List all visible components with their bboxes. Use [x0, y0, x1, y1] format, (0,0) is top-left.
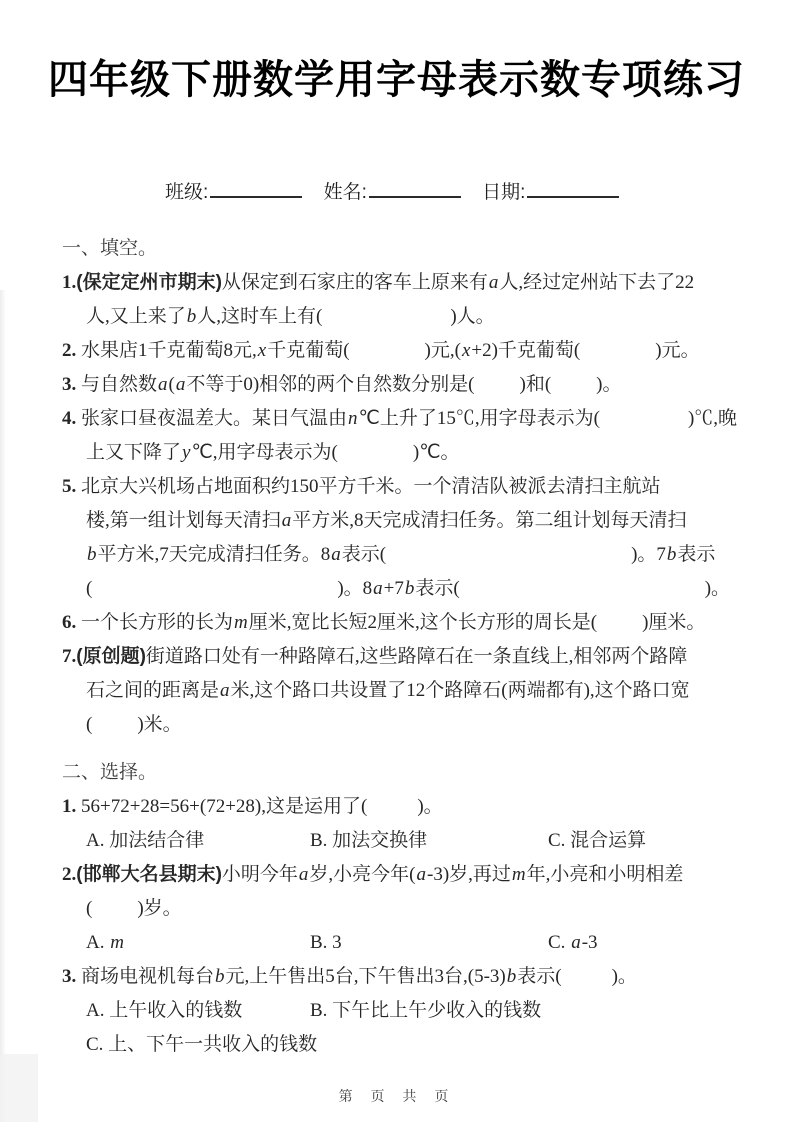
text-segment: 与自然数: [76, 374, 158, 395]
text-segment: a: [488, 272, 499, 293]
text-segment: 2.: [62, 864, 77, 885]
text-segment: 人,经过定州站下去了22: [499, 272, 695, 293]
text-segment: 2.: [62, 340, 77, 361]
text-segment: ℃上升了15℃,用字母表示为(: [358, 408, 600, 429]
answer-blank-gap: [475, 389, 520, 390]
class-blank-underline[interactable]: [210, 178, 302, 198]
text-segment: 石之间的距离是: [86, 680, 220, 701]
question-line: [62, 708, 737, 742]
text-segment: )。: [417, 796, 443, 817]
question-line: [62, 960, 737, 994]
text-segment: (: [86, 578, 93, 599]
option-c[interactable]: [548, 824, 646, 858]
answer-blank-gap: [338, 457, 413, 458]
text-segment: 5.: [62, 476, 77, 497]
text-segment: 从保定到石家庄的客车上原来有: [221, 272, 488, 293]
answer-blank-gap: [350, 355, 425, 356]
question-line: [62, 640, 737, 674]
question-line: [62, 606, 737, 640]
option-c[interactable]: [548, 926, 598, 960]
option-a[interactable]: [86, 824, 310, 858]
text-segment: 56+72+28=56+(72+28),这是运用了(: [76, 796, 368, 817]
answer-blank-gap: [367, 811, 417, 812]
text-segment: 表示(: [341, 544, 387, 565]
question-line: [62, 334, 737, 368]
text-segment: 3.: [62, 374, 77, 395]
option-c[interactable]: [86, 1028, 317, 1062]
question-line: [62, 368, 737, 402]
section-heading-choice: 二、选择。: [62, 762, 158, 783]
text-segment: A. 加法结合律: [86, 830, 205, 851]
text-segment: 表示(: [415, 578, 460, 599]
text-segment: 年,小亮和小明相差: [526, 864, 684, 885]
text-segment: a: [158, 374, 168, 395]
text-segment: B. 3: [310, 932, 342, 953]
question-line: [62, 266, 737, 300]
option-a[interactable]: [86, 994, 310, 1028]
answer-blank-gap: [580, 355, 655, 356]
text-segment: )人。: [450, 306, 495, 327]
text-segment: 表示(: [517, 966, 562, 987]
option-a[interactable]: [86, 926, 310, 960]
text-segment: 楼,第一组计划每天清扫: [86, 510, 281, 531]
worksheet-title: 四年级下册数学用字母表示数专项练习: [48, 58, 745, 102]
text-segment: b: [87, 544, 97, 565]
text-segment: +2)千克葡萄(: [471, 340, 581, 361]
text-segment: m: [110, 932, 124, 953]
worksheet-body: [62, 232, 737, 1062]
text-segment: 北京大兴机场占地面积约150平方千米。一个清洁队被派去清扫主航站: [76, 476, 661, 497]
text-segment: A.: [86, 932, 110, 953]
name-field: [324, 178, 461, 206]
text-segment: 7.: [62, 646, 77, 667]
answer-blank-gap: [460, 593, 705, 594]
option-row: [62, 994, 737, 1028]
answer-blank-gap: [92, 729, 137, 730]
text-segment: 3.: [62, 966, 77, 987]
text-segment: 商场电视机每台: [76, 966, 215, 987]
question-line: [62, 572, 737, 606]
text-segment: 小明今年: [221, 864, 298, 885]
scan-artifact-left-edge: [0, 290, 6, 1122]
text-segment: a: [416, 864, 426, 885]
text-segment: b: [186, 306, 197, 327]
text-segment: a: [373, 578, 383, 599]
text-segment: +7: [383, 578, 404, 599]
text-segment: )和(: [519, 374, 552, 395]
page-footer: 第 页 共 页: [338, 1088, 455, 1104]
text-segment: (: [168, 374, 175, 395]
option-row: [62, 926, 737, 960]
class-label: 班级:: [165, 182, 209, 203]
date-blank-underline[interactable]: [527, 178, 619, 198]
text-segment: 上又下降了: [86, 442, 182, 463]
text-segment: )。: [704, 578, 731, 599]
text-segment: 平方米,8天完成清扫任务。第二组计划每天清扫: [292, 510, 687, 531]
answer-blank-gap: [322, 321, 450, 322]
option-row: [62, 1028, 737, 1062]
text-segment: 千克葡萄(: [267, 340, 350, 361]
text-segment: 米,这个路口共设置了12个路障石(两端都有),这个路口宽: [230, 680, 690, 701]
text-segment: C.: [548, 932, 571, 953]
text-segment: 1.: [62, 272, 77, 293]
text-segment: )。7: [631, 544, 666, 565]
text-segment: x: [257, 340, 267, 361]
text-segment: -3)岁,再过: [427, 864, 511, 885]
text-segment: )。: [596, 374, 622, 395]
text-segment: )。: [611, 966, 637, 987]
text-segment: 人,又上来了: [86, 306, 186, 327]
text-segment: b: [215, 966, 225, 987]
answer-blank-gap: [562, 981, 612, 982]
text-segment: a: [571, 932, 581, 953]
answer-blank-gap: [600, 423, 688, 424]
text-segment: a: [281, 510, 292, 531]
text-segment: a: [220, 680, 230, 701]
text-segment: b: [666, 544, 677, 565]
text-segment: 水果店1千克葡萄8元,: [76, 340, 257, 361]
text-segment: n: [348, 408, 358, 429]
question-line: [62, 790, 737, 824]
answer-blank-gap: [597, 627, 642, 628]
question-line: [62, 892, 737, 926]
student-info-line: [0, 178, 793, 206]
text-segment: )厘米。: [642, 612, 706, 633]
text-segment: 6.: [62, 612, 77, 633]
name-label: 姓名:: [323, 182, 367, 203]
text-segment: m: [511, 864, 526, 885]
option-b[interactable]: [310, 926, 548, 960]
text-segment: 岁,小亮今年(: [309, 864, 416, 885]
text-segment: )岁。: [137, 898, 182, 919]
question-line: [62, 858, 737, 892]
text-segment: b: [506, 966, 517, 987]
text-segment: a: [175, 374, 186, 395]
section-heading-fill-in: 一、填空。: [62, 238, 158, 259]
answer-blank-gap: [386, 559, 631, 560]
answer-blank-gap: [92, 913, 137, 914]
text-segment: 张家口昼夜温差大。某日气温由: [76, 408, 348, 429]
text-segment: C. 上、下午一共收入的钱数: [86, 1034, 318, 1055]
text-segment: 厘米,宽比长短2厘米,这个长方形的周长是(: [248, 612, 598, 633]
text-segment: A. 上午收入的钱数: [86, 1000, 243, 1021]
option-b[interactable]: [310, 824, 548, 858]
text-segment: )℃,晚: [687, 408, 738, 429]
text-segment: B. 下午比上午少收入的钱数: [310, 1000, 542, 1021]
question-line: [62, 674, 737, 708]
text-segment: )米。: [137, 714, 182, 735]
text-segment: 4.: [62, 408, 77, 429]
text-segment: (保定定州市期末): [76, 272, 222, 293]
text-segment: 平方米,7天完成清扫任务。8: [97, 544, 331, 565]
question-line: [62, 402, 737, 436]
text-segment: )元,(: [424, 340, 461, 361]
text-segment: (原创题): [76, 646, 146, 667]
text-segment: y: [182, 442, 191, 463]
question-line: [62, 470, 737, 504]
question-line: [62, 504, 737, 538]
question-line: [62, 538, 737, 572]
answer-blank-gap: [551, 389, 596, 390]
text-segment: a: [298, 864, 309, 885]
answer-blank-gap: [92, 593, 337, 594]
date-label: 日期:: [482, 182, 526, 203]
text-segment: 一个长方形的长为: [76, 612, 234, 633]
question-line: [62, 300, 737, 334]
text-segment: )℃。: [412, 442, 460, 463]
text-segment: 街道路口处有一种路障石,这些路障石在一条直线上,相邻两个路障: [145, 646, 688, 667]
text-segment: 1.: [62, 796, 77, 817]
question-line: [62, 436, 737, 470]
text-segment: ℃,用字母表示为(: [191, 442, 338, 463]
class-field: [165, 178, 302, 206]
text-segment: 不等于0)相邻的两个自然数分别是(: [186, 374, 475, 395]
text-segment: x: [461, 340, 471, 361]
text-segment: 表示: [677, 544, 716, 565]
scan-artifact-bottom-corner: [0, 1054, 38, 1122]
text-segment: (邯郸大名县期末): [76, 864, 222, 885]
text-segment: -3: [581, 932, 598, 953]
date-field: [482, 178, 619, 206]
text-segment: m: [234, 612, 248, 633]
name-blank-underline[interactable]: [369, 178, 461, 198]
text-segment: (: [86, 714, 93, 735]
text-segment: 元,上午售出5台,下午售出3台,(5-3): [225, 966, 506, 987]
text-segment: b: [404, 578, 415, 599]
option-row: [62, 824, 737, 858]
text-segment: (: [86, 898, 93, 919]
text-segment: B. 加法交换律: [310, 830, 428, 851]
text-segment: C. 混合运算: [548, 830, 647, 851]
text-segment: a: [331, 544, 341, 565]
text-segment: )元。: [655, 340, 700, 361]
text-segment: )。8: [337, 578, 373, 599]
option-b[interactable]: [310, 994, 541, 1028]
text-segment: 人,这时车上有(: [197, 306, 323, 327]
